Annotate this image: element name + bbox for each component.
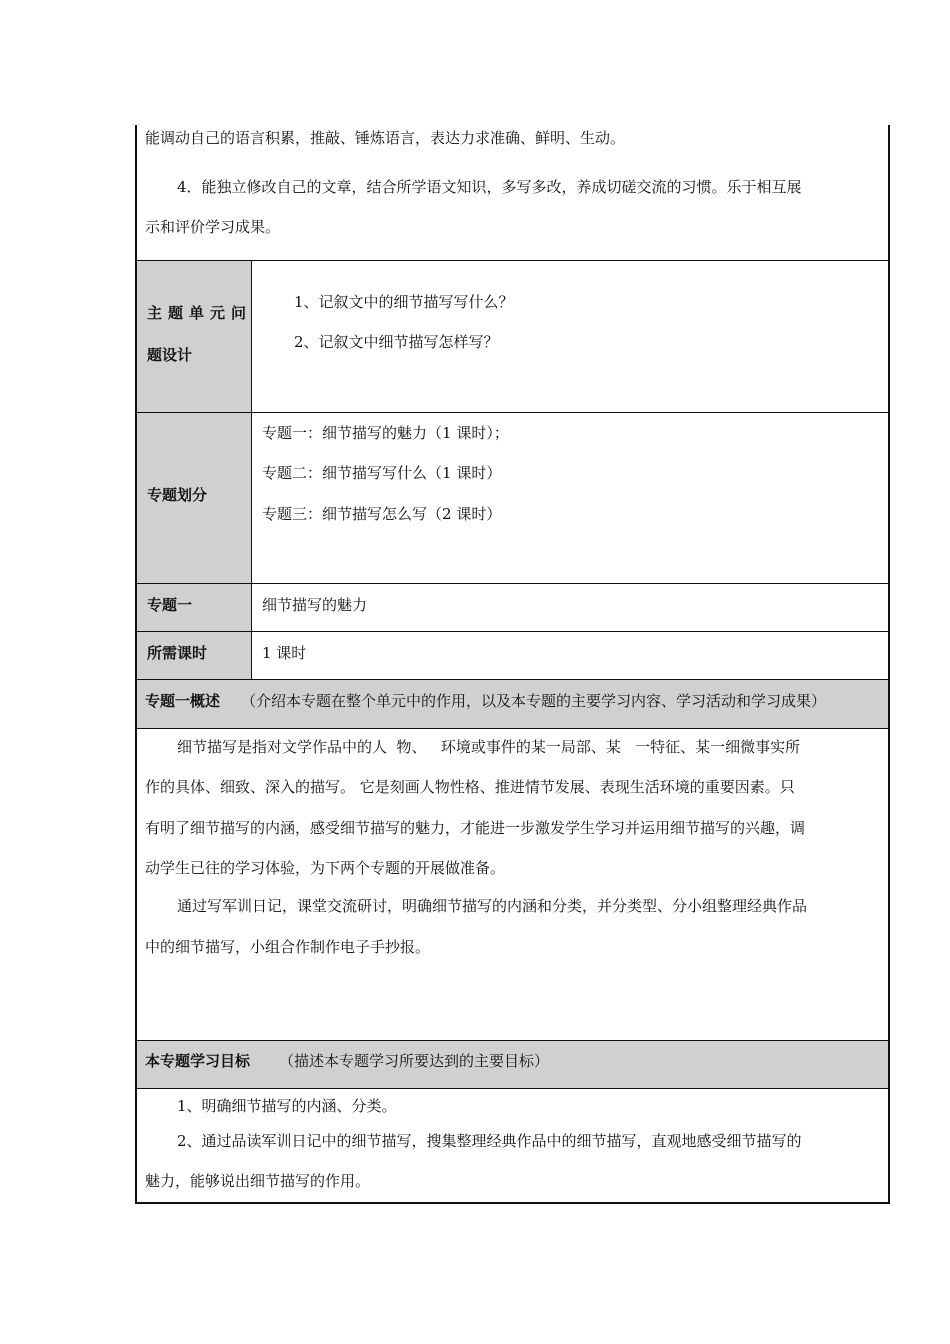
overview-heading-note: （介绍本专题在整个单元中的作用，以及本专题的主要学习内容、学习活动和学习成果） (241, 692, 827, 710)
goal-2-line-1: 2、通过品读军训日记中的细节描写，搜集整理经典作品中的细节描写，直观地感受细节描写的 (177, 1132, 802, 1150)
question-design-label (137, 261, 252, 412)
topic-one-label-text: 专题一 (147, 596, 193, 614)
topic-division-row (137, 412, 888, 583)
question-design-label-line-2: 题设计 (147, 346, 193, 364)
question-1: 1、记叙文中的细节描写写什么？ (294, 293, 514, 311)
topic-division-label-text: 专题划分 (147, 486, 208, 504)
overview-heading: 专题一概述 (145, 692, 221, 710)
topic-division-item-2: 专题二：细节描写写什么（1 课时） (262, 464, 502, 482)
class-hours-value (252, 632, 888, 679)
goal-2-line-2: 魅力，能够说出细节描写的作用。 (145, 1172, 371, 1190)
overview-p2-line-2: 中的细节描写，小组合作制作电子手抄报。 (145, 938, 431, 956)
topic-division-label (137, 413, 252, 583)
lesson-plan-table (135, 125, 890, 1204)
topic-division-item-3: 专题三：细节描写怎么写（2 课时） (262, 505, 502, 523)
goals-heading-note: （描述本专题学习所要达到的主要目标） (279, 1052, 550, 1070)
overview-p1-line-1: 细节描写是指对文学作品中的人 物、 环境或事件的某一局部、某 一特征、某一细微事实所 (177, 738, 801, 756)
intro-row (137, 125, 888, 260)
goals-body-row (137, 1088, 888, 1202)
class-hours-row (137, 631, 888, 679)
goal-1: 1、明确细节描写的内涵、分类。 (177, 1097, 397, 1115)
question-design-row (137, 260, 888, 412)
topic-one-row (137, 583, 888, 631)
overview-p1-line-4: 动学生已往的学习体验，为下两个专题的开展做准备。 (145, 859, 506, 877)
goals-heading: 本专题学习目标 (145, 1052, 251, 1070)
intro-line-3: 示和评价学习成果。 (145, 218, 281, 236)
class-hours-value-text: 1 课时 (262, 644, 307, 662)
topic-one-value-text: 细节描写的魅力 (262, 596, 368, 614)
topic-one-label (137, 584, 252, 631)
question-design-value (252, 261, 888, 412)
intro-line-1: 能调动自己的语言积累，推敲、锤炼语言，表达力求准确、鲜明、生动。 (145, 129, 626, 147)
overview-header-row (137, 679, 888, 728)
class-hours-label-text: 所需课时 (147, 644, 208, 662)
overview-p2-line-1: 通过写军训日记，课堂交流研讨，明确细节描写的内涵和分类，并分类型、分小组整理经典作品 (177, 897, 808, 915)
question-2: 2、记叙文中细节描写怎样写？ (294, 333, 499, 351)
topic-division-item-1: 专题一：细节描写的魅力（1 课时）； (262, 424, 509, 442)
intro-line-2: 4．能独立修改自己的文章，结合所学语文知识，多写多改，养成切磋交流的习惯。乐于相互展 (177, 178, 802, 196)
overview-body-row (137, 728, 888, 1040)
overview-p1-line-2: 作的具体、细致、深入的描写。 它是刻画人物性格、推进情节发展、表现生活环境的重要因素。只 (145, 778, 795, 796)
class-hours-label (137, 632, 252, 679)
goals-header-row (137, 1040, 888, 1088)
overview-p1-line-3: 有明了细节描写的内涵，感受细节描写的魅力，才能进一步激发学生学习并运用细节描写的兴趣，调 (145, 819, 806, 837)
question-design-label-line-1: 主题单元问 (147, 304, 253, 322)
topic-one-value (252, 584, 888, 631)
topic-division-value (252, 413, 888, 583)
